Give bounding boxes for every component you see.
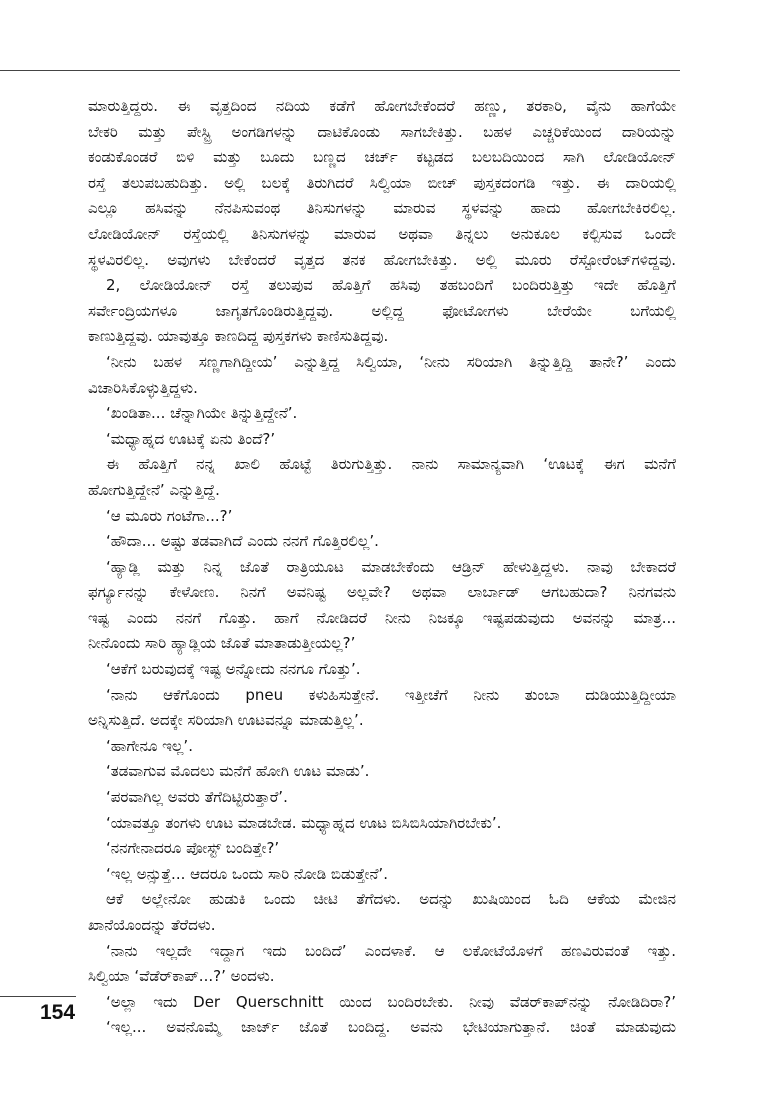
text-line: ಇಷ್ಟ ಎಂದು ನನಗೆ ಗೊತ್ತು. ಹಾಗೆ ನೋಡಿದರೆ ನೀನು ನಿಜಕ್ಕೂ ಇಷ್ಟಪಡುವುದು ಅವನನ್ನು ಮಾತ್ರ... [88, 608, 676, 627]
text-line: ‘ನೀನು ಬಹಳ ಸಣ್ಣಗಾಗಿದ್ದೀಯ’ ಎನ್ನುತ್ತಿದ್ದ ಸಿಲ್ವಿಯಾ, ‘ನೀನು ಸರಿಯಾಗಿ ತಿನ್ನುತ್ತಿದ್ದಿ ತಾನೇ?’ ಎಂದು [106, 352, 676, 371]
text-line: ಸ್ಥಳವಿರಲಿಲ್ಲ. ಅವುಗಳು ಬೇಕೆಂದರೆ ವೃತ್ತದ ತನಕ ಹೋಗಬೇಕಿತ್ತು. ಅಲ್ಲಿ ಮೂರು ರೆಸ್ಟೋರೆಂಟ್‌ಗಳಿದ್ದವು. [88, 250, 676, 269]
text-line: ಸಿಲ್ವಿಯಾ ‘ವೆಡೆರ್‌ಕಾಪ್...?’ ಅಂದಳು. [88, 967, 275, 986]
text-line: ‘ಆಕೆಗೆ ಬರುವುದಕ್ಕೆ ಇಷ್ಟ ಅನ್ನೋದು ನನಗೂ ಗೊತ್ತು’. [106, 660, 361, 679]
text-line: ಸರ್ವೇಂದ್ರಿಯಗಳೂ ಜಾಗೃತಗೊಂಡಿರುತ್ತಿದ್ದವು. ಅಲ್ಲಿದ್ದ ಫೋಟೋಗಳು ಬೇರೆಯೇ ಬಗೆಯಲ್ಲಿ [88, 301, 676, 320]
text-line: ನೀನೊಂದು ಸಾರಿ ಹ್ಯಾಡ್ಲಿಯ ಜೊತೆ ಮಾತಾಡುತ್ತೀಯಲ್ಲ?’ [88, 634, 356, 653]
text-line: ‘ಪರವಾಗಿಲ್ಲ ಅವರು ತೆಗೆದಿಟ್ಟಿರುತ್ತಾರೆ’. [106, 788, 288, 807]
text-line: ಲೋಡಿಯೋನ್ ರಸ್ತೆಯಲ್ಲಿ ತಿನಿಸುಗಳನ್ನು ಮಾರುವ ಅಥವಾ ತಿನ್ನಲು ಅನುಕೂಲ ಕಲ್ಪಿಸುವ ಒಂದೇ [88, 224, 676, 243]
text-line: ‘ತಡವಾಗುವ ಮೊದಲು ಮನೆಗೆ ಹೋಗಿ ಊಟ ಮಾಡು’. [106, 762, 370, 781]
text-line: ‘ಖಂಡಿತಾ... ಚೆನ್ನಾಗಿಯೇ ತಿನ್ನುತ್ತಿದ್ದೇನೆ’. [106, 404, 298, 423]
text-line: ಕಂಡುಕೊಂಡರೆ ಬಿಳಿ ಮತ್ತು ಬೂದು ಬಣ್ಣದ ಚರ್ಚ್ ಕಟ್ಟಡದ ಬಲಬದಿಯಿಂದ ಸಾಗಿ ಲೋಡಿಯೋನ್ [88, 148, 676, 167]
text-line: ‘ಹೌದಾ... ಅಷ್ಟು ತಡವಾಗಿದೆ ಎಂದು ನನಗೆ ಗೊತ್ತಿರಲಿಲ್ಲ’. [106, 532, 379, 551]
footer-rule [0, 996, 76, 997]
text-line: ‘ಇಲ್ಲ... ಅವನೊಮ್ಮೆ ಜಾರ್ಜ್ ಜೊತೆ ಬಂದಿದ್ದ. ಅವನು ಭೇಟಿಯಾಗುತ್ತಾನೆ. ಚಿಂತೆ ಮಾಡುವುದು [106, 1018, 676, 1037]
text-line: ‘ನಾನು ಇಲ್ಲದೇ ಇದ್ದಾಗ ಇದು ಬಂದಿದೆ’ ಎಂದಳಾಕೆ. ಆ ಲಕೋಟೆಯೊಳಗೆ ಹಣವಿರುವಂತೆ ಇತ್ತು. [106, 941, 676, 960]
text-line: ‘ಅಲ್ಲಾ ಇದು Der Querschnitt ಯಿಂದ ಬಂದಿರಬೇಕು. ನೀವು ವೆಡರ್‌ಕಾಪ್‌ನನ್ನು ನೋಡಿದಿರಾ?’ [106, 992, 676, 1011]
text-line: ‘ಮಧ್ಯಾಹ್ನದ ಊಟಕ್ಕೆ ಏನು ತಿಂದೆ?’ [106, 429, 276, 448]
text-line: ಕಾಣುತ್ತಿದ್ದವು. ಯಾವುತ್ತೂ ಕಾಣದಿದ್ದ ಪುಸ್ತಕಗಳು ಕಾಣಿಸುತಿದ್ದವು. [88, 327, 389, 346]
text-line: ‘ಹ್ಯಾಡ್ಲಿ ಮತ್ತು ನಿನ್ನ ಜೊತೆ ರಾತ್ರಿಯೂಟ ಮಾಡಬೇಕೆಂದು ಆಡ್ರಿನ್ ಹೇಳುತ್ತಿದ್ದಳು. ನಾವು ಬೇಕಾದರೆ [106, 557, 676, 576]
text-line: ಖಾನೆಯೊಂದನ್ನು ತೆರೆದಳು. [88, 916, 216, 934]
text-line: ‘ಇಲ್ಲ ಅನ್ಸುತ್ತೆ... ಆದರೂ ಒಂದು ಸಾರಿ ನೋಡಿ ಬಿಡುತ್ತೇನೆ’. [106, 864, 388, 883]
page-body-text [88, 94, 676, 1041]
text-line: ಹೋಗುತ್ತಿದ್ದೇನೆ’ ಎನ್ನುತ್ತಿದ್ದೆ. [88, 480, 220, 499]
text-line: ಫರ್ಗ್ಯೂನನ್ನು ಕೇಳೋಣ. ನಿನಗೆ ಅವನಿಷ್ಟ ಅಲ್ಲವೇ? ಅಥವಾ ಲಾರ್ಬಾಡ್ ಆಗಬಹುದಾ? ನಿನಗವನು [88, 583, 676, 602]
page-number: 154 [40, 1001, 76, 1024]
text-line: ‘ನಾನು ಆಕೆಗೊಂದು pneu ಕಳುಹಿಸುತ್ತೇನೆ. ಇತ್ತೀಚೆಗೆ ನೀನು ತುಂಬಾ ದುಡಿಯುತ್ತಿದ್ದೀಯಾ [106, 685, 676, 704]
text-line: ‘ಯಾವತ್ತೂ ತಂಗಳು ಊಟ ಮಾಡಬೇಡ. ಮಧ್ಯಾಹ್ನದ ಊಟ ಬಿಸಿಬಿಸಿಯಾಗಿರಬೇಕು’. [106, 813, 502, 832]
header-rule [0, 70, 680, 71]
text-line: ಅನ್ನಿಸುತ್ತಿದೆ. ಅದಕ್ಕೇ ಸರಿಯಾಗಿ ಊಟವನ್ನೂ ಮಾಡುತ್ತಿಲ್ಲ’. [88, 711, 364, 730]
text-line: ಈ ಹೊತ್ತಿಗೆ ನನ್ನ ಖಾಲಿ ಹೊಟ್ಟೆ ತಿರುಗುತ್ತಿತ್ತು. ನಾನು ಸಾಮಾನ್ಯವಾಗಿ ‘ಊಟಕ್ಕೆ ಈಗ ಮನೆಗೆ [106, 455, 676, 474]
text-line: 2, ಲೋಡಿಯೋನ್ ರಸ್ತೆ ತಲುಪುವ ಹೊತ್ತಿಗೆ ಹಸಿವು ತಹಬಂದಿಗೆ ಬಂದಿರುತ್ತಿತ್ತು ಇದೇ ಹೊತ್ತಿಗೆ [106, 276, 676, 295]
text-line: ವಿಚಾರಿಸಿಕೊಳ್ಳುತ್ತಿದ್ದಳು. [88, 378, 198, 397]
text-line: ಮಾರುತ್ತಿದ್ದರು. ಈ ವೃತ್ತದಿಂದ ನದಿಯ ಕಡೆಗೆ ಹೋಗಬೇಕೆಂದರೆ ಹಣ್ಣು, ತರಕಾರಿ, ವೈನು ಹಾಗೆಯೇ [88, 97, 676, 115]
text-line: ರಸ್ತೆ ತಲುಪಬಹುದಿತ್ತು. ಅಲ್ಲಿ ಬಲಕ್ಕೆ ತಿರುಗಿದರೆ ಸಿಲ್ವಿಯಾ ಬೀಚ್ ಪುಸ್ತಕದಂಗಡಿ ಇತ್ತು. ಈ ದಾರಿಯಲ್ಲಿ [88, 173, 676, 192]
text-line: ಎಲ್ಲೂ ಹಸಿವನ್ನು ನೆನಪಿಸುವಂಥ ತಿನಿಸುಗಳನ್ನು ಮಾರುವ ಸ್ಥಳವನ್ನು ಹಾದು ಹೋಗಬೇಕಿರಲಿಲ್ಲ. [88, 199, 676, 218]
text-line: ‘ನನಗೇನಾದರೂ ಪೋಸ್ಟ್ ಬಂದಿತ್ತೇ?’ [106, 839, 280, 858]
text-line: ಆಕೆ ಅಲ್ಲೇನೋ ಹುಡುಕಿ ಒಂದು ಚೀಟಿ ತೆಗೆದಳು. ಅದನ್ನು ಖುಷಿಯಿಂದ ಓದಿ ಆಕೆಯ ಮೇಜಿನ [106, 890, 676, 909]
text-line: ಬೇಕರಿ ಮತ್ತು ಪೇಸ್ಟ್ರಿ ಅಂಗಡಿಗಳನ್ನು ದಾಟಿಕೊಂಡು ಸಾಗಬೇಕಿತ್ತು. ಬಹಳ ಎಚ್ಚರಿಕೆಯಿಂದ ದಾರಿಯನ್ನು [88, 122, 676, 141]
text-line: ‘ಆ ಮೂರು ಗಂಟೆಗಾ...?’ [106, 506, 233, 525]
text-line: ‘ಹಾಗೇನೂ ಇಲ್ಲ’. [106, 736, 193, 755]
